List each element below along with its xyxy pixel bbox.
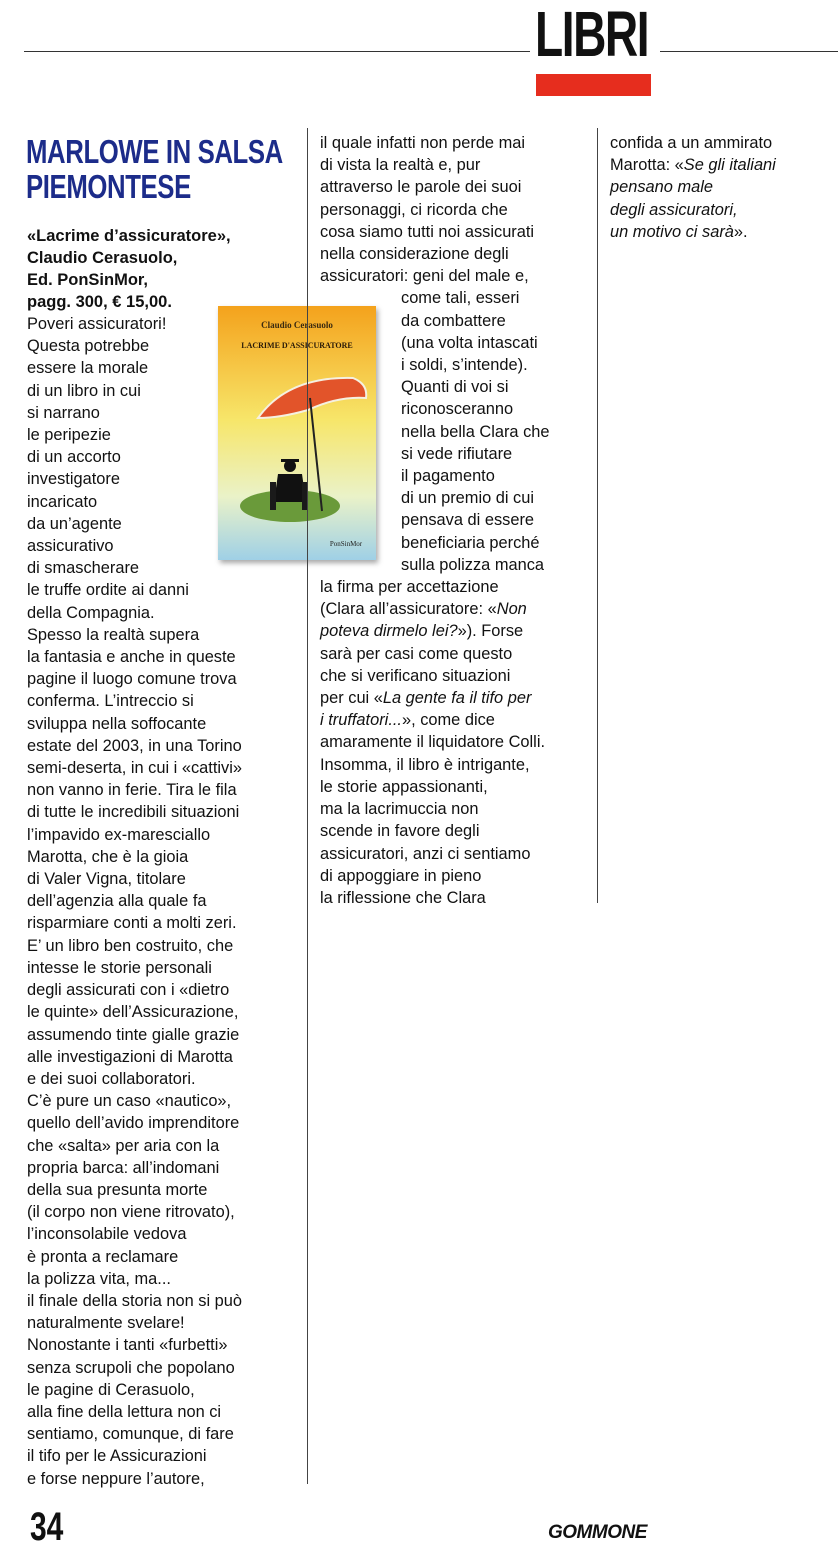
quote-fragment: Se gli italiani [683,156,776,175]
text-line: il pagamento [401,467,495,486]
magazine-logo: GOMMONE [548,1522,647,1543]
text-line: l’inconsolabile vedova [27,1225,187,1244]
text-line: alla fine della lettura non ci [27,1402,222,1421]
text-line [610,199,776,221]
quote-fragment: La gente fa il tifo per [382,689,532,708]
book-info [27,225,297,313]
text-line: essere la morale [27,359,149,378]
text-line: Poveri assicuratori! [27,315,167,333]
text-line: dell’agenzia alla quale fa [27,892,207,911]
text-line: Marotta, che è la gioia [27,847,189,866]
quote-fragment: degli assicuratori, [610,200,738,219]
text-line: e forse neppure l’autore, [27,1469,205,1488]
text-fragment: ». [733,222,748,241]
text-line: le pagine di Cerasuolo, [27,1380,195,1399]
section-title: LIBRI [535,0,649,70]
text-line [320,709,550,731]
text-line: che «salta» per aria con la [27,1136,220,1155]
text-line: il quale infatti non perde mai [320,134,526,152]
column-divider [307,128,308,1484]
quote-fragment: Non [496,600,527,619]
text-line: i soldi, s’intende). [401,356,528,375]
text-line: di un premio di cui [401,489,535,508]
text-line: personaggi, ci ricorda che [320,200,508,219]
text-line: le peripezie [27,426,111,445]
text-line: assicuratori: geni del male e, [320,267,529,286]
header-rule-left [24,51,530,52]
cover-author: Claudio Cerasuolo [261,320,333,330]
article-column-3 [610,132,776,243]
column-divider [597,128,598,903]
text-line: la polizza vita, ma... [27,1269,171,1288]
text-line: E’ un libro ben costruito, che [27,936,234,955]
text-fragment: Marotta: « [610,156,684,175]
text-line: attraverso le parole dei suoi [320,178,522,197]
text-line: di un accorto [27,448,121,467]
text-line: si narrano [27,403,100,422]
text-line: l’impavido ex-maresciallo [27,825,211,844]
text-line: alle investigazioni di Marotta [27,1047,233,1066]
text-line: è pronta a reclamare [27,1247,179,1266]
text-line: della sua presunta morte [27,1180,208,1199]
text-line: Spesso la realtà supera [27,625,200,644]
text-line: nella considerazione degli [320,245,509,264]
article-column-1 [27,313,242,1490]
text-line: incaricato [27,492,98,511]
text-line: (il corpo non viene ritrovato), [27,1203,235,1222]
quote-fragment: poteva dirmelo lei? [320,622,458,641]
text-line: degli assicurati con i «dietro [27,981,230,1000]
quote-fragment: un motivo ci sarà [610,222,734,241]
text-line: di un libro in cui [27,381,141,400]
header-rule-right [660,51,838,52]
text-line: estate del 2003, in una Torino [27,736,242,755]
book-author-line: Claudio Cerasuolo, [27,249,178,267]
text-line: le quinte» dell’Assicurazione, [27,1003,239,1022]
headline-line: MARLOWE IN SALSA [26,133,283,170]
text-line: senza scrupoli che popolano [27,1358,235,1377]
text-line: Quanti di voi si [401,378,509,397]
text-line: beneficiaria perché [401,533,540,552]
book-price-line: pagg. 300, € 15,00. [27,293,172,311]
text-line: intesse le storie personali [27,958,212,977]
article-column-2 [320,132,550,909]
text-line: nella bella Clara che [401,422,550,441]
text-line: risparmiare conti a molti zeri. [27,914,237,933]
text-line: (una volta intascati [401,333,538,352]
text-line: da un’agente [27,514,122,533]
text-fragment: », come dice [401,711,495,730]
text-line [610,176,776,198]
text-line: il tifo per le Assicurazioni [27,1447,207,1466]
text-line [320,598,550,620]
quote-fragment: i truffatori... [320,711,402,730]
text-line: C’è pure un caso «nautico», [27,1092,232,1111]
text-line: riconosceranno [401,400,514,419]
text-line: sulla polizza manca [401,555,545,574]
text-line: cosa siamo tutti noi assicurati [320,222,535,241]
text-line: semi-deserta, in cui i «cattivi» [27,759,242,778]
text-line: la fantasia e anche in queste [27,648,236,667]
text-line: che si verificano situazioni [320,666,511,685]
text-line: di smascherare [27,559,140,578]
text-line: naturalmente svelare! [27,1314,185,1333]
text-line: la riflessione che Clara [320,888,486,907]
section-accent-bar [536,74,651,96]
text-line: pagine il luogo comune trova [27,670,237,689]
text-line: assumendo tinte gialle grazie [27,1025,240,1044]
text-line: le storie appassionanti, [320,777,488,796]
text-line [320,620,550,642]
text-line: di vista la realtà e, pur [320,156,481,175]
text-line: di tutte le incredibili situazioni [27,803,240,822]
cover-publisher: PonSinMor [329,540,363,548]
text-line: e dei suoi collaboratori. [27,1069,196,1088]
quote-fragment: pensano male [610,178,713,197]
text-line: quello dell’avido imprenditore [27,1114,240,1133]
text-line [610,154,776,176]
text-line: il finale della storia non si può [27,1291,243,1310]
text-line: Insomma, il libro è intrigante, [320,755,530,774]
text-line: assicurativo [27,537,114,556]
text-line: propria barca: all’indomani [27,1158,220,1177]
text-line: Nonostante i tanti «furbetti» [27,1336,228,1355]
text-line: Questa potrebbe [27,337,150,356]
text-line: scende in favore degli [320,822,480,841]
text-line: della Compagnia. [27,603,155,622]
text-fragment: »). Forse [457,622,524,641]
text-line [610,221,776,243]
text-line: investigatore [27,470,120,489]
headline-line: PIEMONTESE [26,168,191,205]
text-line: la firma per accettazione [320,578,499,597]
text-line: sviluppa nella soffocante [27,714,207,733]
text-line: da combattere [401,311,506,330]
page-number: 34 [30,1505,64,1549]
text-fragment: per cui « [320,689,383,708]
text-line: si vede rifiutare [401,444,513,463]
cover-title: LACRIME D'ASSICURATORE [241,341,353,350]
text-line: confida a un ammirato [610,134,773,152]
text-line: ma la lacrimuccia non [320,800,479,819]
text-line: non vanno in ferie. Tira le fila [27,781,237,800]
text-line: come tali, esseri [401,289,520,308]
text-line [320,687,550,709]
article-headline [26,133,283,205]
text-line: sentiamo, comunque, di fare [27,1425,234,1444]
text-line: di appoggiare in pieno [320,866,482,885]
text-line: di Valer Vigna, titolare [27,870,186,889]
text-line: sarà per casi come questo [320,644,513,663]
book-publisher-line: Ed. PonSinMor, [27,271,149,289]
text-line: le truffe ordite ai danni [27,581,189,600]
text-line: conferma. L’intreccio si [27,692,194,711]
text-fragment: (Clara all’assicuratore: « [320,600,497,619]
book-title-line: «Lacrime d’assicuratore», [27,227,231,245]
text-line: assicuratori, anzi ci sentiamo [320,844,531,863]
text-line: pensava di essere [401,511,535,530]
text-line: amaramente il liquidatore Colli. [320,733,546,752]
